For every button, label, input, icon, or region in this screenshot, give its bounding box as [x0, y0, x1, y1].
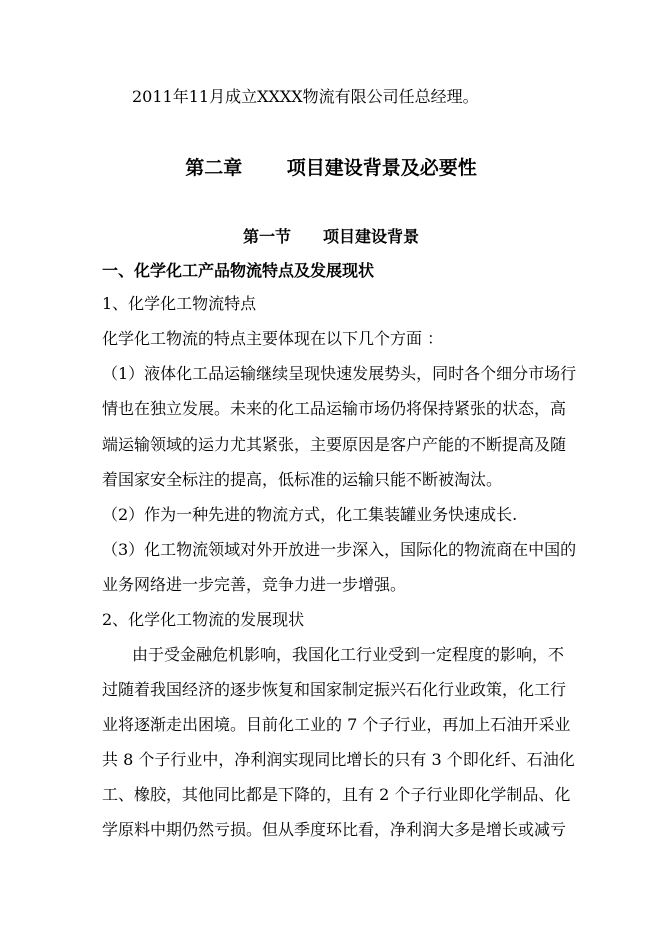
section-title: 第一节 项目建设背景 [242, 227, 419, 246]
para2-line: 工、橡胶，其他同比都是下降的，且有 2 个子行业即化学制品、化 [102, 785, 571, 804]
para2-line: 由于受金融危机影响，我国化工行业受到一定程度的影响，不 [132, 645, 565, 664]
sub1-intro: 化学化工物流的特点主要体现在以下几个方面 ： [102, 329, 444, 348]
sub2-heading: 2、化学化工物流的发展现状 [102, 610, 305, 629]
item1-line: （1）液体化工品运输继续呈现快速发展势头，同时各个细分市场行 [102, 364, 577, 383]
para2-line: 业将逐渐走出困境。目前化工业的 7 个子行业，再加上石油开采业 [102, 715, 571, 734]
item3-line: 业务网络进一步完善，竞争力进一步增强。 [102, 575, 407, 594]
item1-line: 情也在独立发展。未来的化工品运输市场仍将保持紧张的状态，高 [102, 399, 567, 418]
chapter-title: 第二章 项目建设背景及必要性 [185, 157, 477, 179]
para2-line: 学原料中期仍然亏损。但从季度环比看，净利润大多是增长或减亏 [102, 820, 567, 839]
para2-line: 共 8 个子行业中，净利润实现同比增长的只有 3 个即化纤、石油化 [102, 750, 575, 769]
intro-line: 2011年11月成立XXXX物流有限公司任总经理。 [132, 87, 479, 106]
item2-line: （2）作为一种先进的物流方式，化工集装罐业务快速成长. [102, 505, 518, 524]
sub1-heading: 1、化学化工物流特点 [102, 294, 257, 313]
item1-line: 着国家安全标注的提高，低标准的运输只能不断被淘汰。 [102, 470, 503, 489]
part-heading: 一、化学化工产品物流特点及发展现状 [102, 261, 375, 280]
item3-line: （3）化工物流领域对外开放进一步深入，国际化的物流商在中国的 [102, 540, 577, 559]
item1-line: 端运输领域的运力尤其紧张，主要原因是客户产能的不断提高及随 [102, 435, 567, 454]
para2-line: 过随着我国经济的逐步恢复和国家制定振兴石化行业政策，化工行 [102, 680, 567, 699]
